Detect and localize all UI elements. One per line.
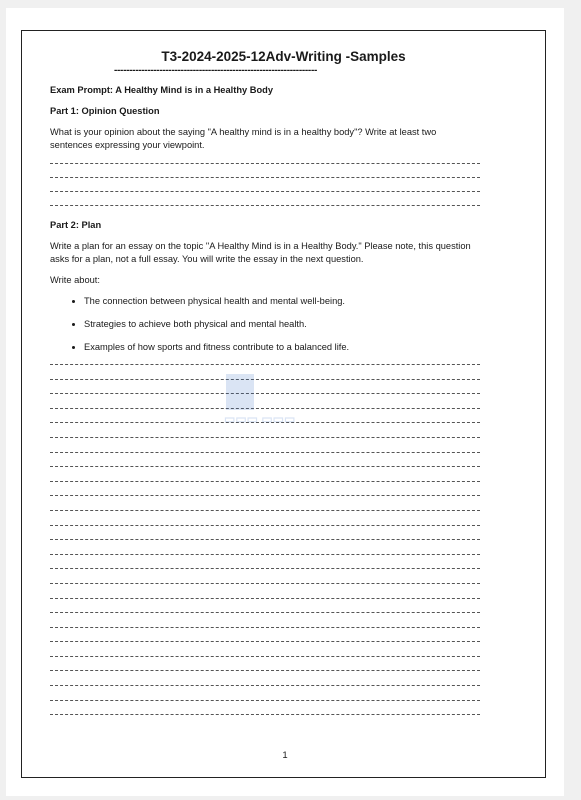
answer-line bbox=[50, 205, 480, 207]
document-page bbox=[6, 8, 564, 796]
part2-instructions: Write a plan for an essay on the topic "A Healthy Mind is in a Healthy Body." Please note, this question asks for a plan, not a full essay. You will write the essay in the next question. bbox=[50, 241, 471, 264]
part1-answer-lines bbox=[50, 163, 480, 207]
exam-prompt: Exam Prompt: A Healthy Mind is in a Healthy Body bbox=[50, 85, 273, 95]
bullet-item: • Strategies to achieve both physical and mental health. bbox=[84, 318, 480, 331]
answer-line bbox=[50, 670, 480, 672]
answer-line bbox=[50, 191, 480, 193]
answer-line bbox=[50, 598, 480, 600]
answer-line bbox=[50, 656, 480, 658]
answer-line bbox=[50, 612, 480, 614]
part2-heading: Part 2: Plan bbox=[50, 220, 102, 230]
topic-bullets bbox=[50, 295, 480, 354]
answer-line bbox=[50, 177, 480, 179]
write-about-label: Write about: bbox=[50, 275, 100, 285]
bullet-item: • The connection between physical health and mental well-being. bbox=[84, 295, 480, 308]
answer-line bbox=[50, 525, 480, 527]
answer-line bbox=[50, 583, 480, 585]
answer-line bbox=[50, 495, 480, 497]
answer-line bbox=[50, 510, 480, 512]
answer-line bbox=[50, 685, 480, 687]
answer-line bbox=[50, 452, 480, 454]
answer-line bbox=[50, 714, 480, 716]
title-underline: ------------------------------------------------------------------- bbox=[114, 66, 318, 76]
part1-heading: Part 1: Opinion Question bbox=[50, 106, 160, 116]
answer-line bbox=[50, 364, 480, 366]
page-number: 1 bbox=[282, 750, 288, 761]
answer-line bbox=[50, 641, 480, 643]
answer-line bbox=[50, 163, 480, 165]
answer-line bbox=[50, 554, 480, 556]
answer-line bbox=[50, 627, 480, 629]
bullet-item: • Examples of how sports and fitness contribute to a balanced life. bbox=[84, 341, 480, 354]
answer-line bbox=[50, 466, 480, 468]
answer-line bbox=[50, 539, 480, 541]
watermark-logo: ▭▭▭ ▭▭▭ bbox=[216, 368, 351, 428]
part1-question: What is your opinion about the saying "A healthy mind is in a healthy body"? Write at least two sentences expressing your viewpoint. bbox=[50, 127, 437, 150]
answer-line bbox=[50, 700, 480, 702]
answer-line bbox=[50, 568, 480, 570]
answer-line bbox=[50, 437, 480, 439]
answer-line bbox=[50, 481, 480, 483]
document-title: T3-2024-2025-12Adv-Writing -Samples bbox=[161, 49, 406, 64]
